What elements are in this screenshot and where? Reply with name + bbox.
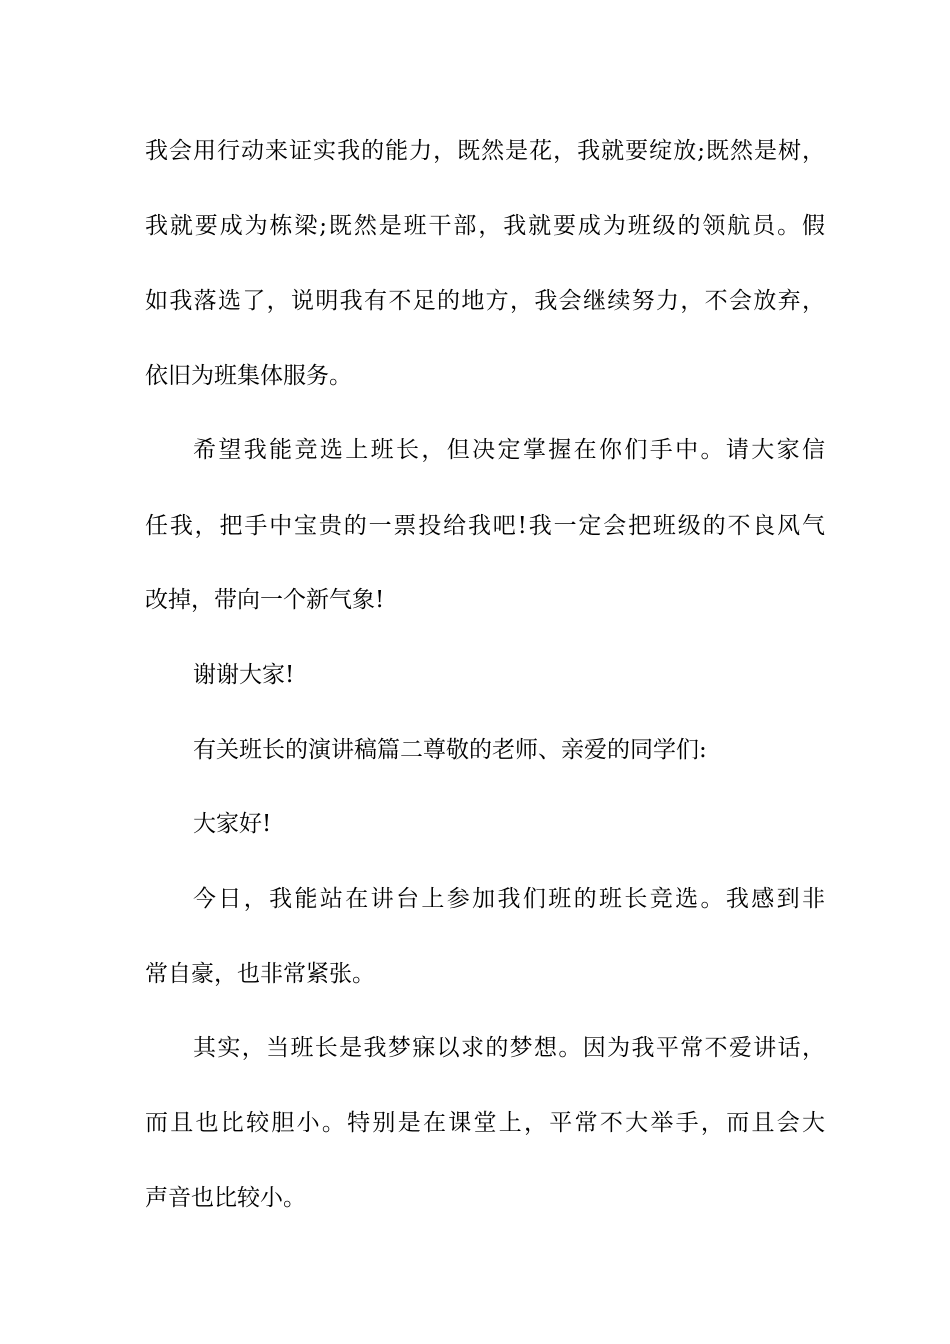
text-line: 其实，当班长是我梦寐以求的梦想。因为我平常不爱讲话， [193, 1035, 825, 1061]
text-line: 如我落选了，说明我有不足的地方，我会继续努力，不会放弃， [145, 288, 825, 314]
text-line: 常自豪，也非常紧张。 [145, 961, 375, 987]
text-line: 我就要成为栋梁;既然是班干部，我就要成为班级的领航员。假 [145, 213, 825, 239]
text-line: 而且也比较胆小。特别是在课堂上，平常不大举手，而且会大 [145, 1110, 825, 1136]
text-line: 有关班长的演讲稿篇二尊敬的老师、亲爱的同学们: [193, 737, 707, 763]
text-line: 大家好! [193, 811, 272, 837]
text-line: 希望我能竞选上班长，但决定掌握在你们手中。请大家信 [193, 437, 825, 463]
text-line: 改掉，带向一个新气象! [145, 587, 385, 613]
text-line: 谢谢大家! [193, 662, 295, 688]
text-line: 依旧为班集体服务。 [145, 363, 352, 389]
text-line: 今日，我能站在讲台上参加我们班的班长竞选。我感到非 [193, 886, 825, 912]
text-line: 我会用行动来证实我的能力，既然是花，我就要绽放;既然是树， [145, 138, 825, 164]
text-line: 声音也比较小。 [145, 1185, 306, 1211]
text-line: 任我，把手中宝贵的一票投给我吧!我一定会把班级的不良风气 [145, 513, 825, 539]
